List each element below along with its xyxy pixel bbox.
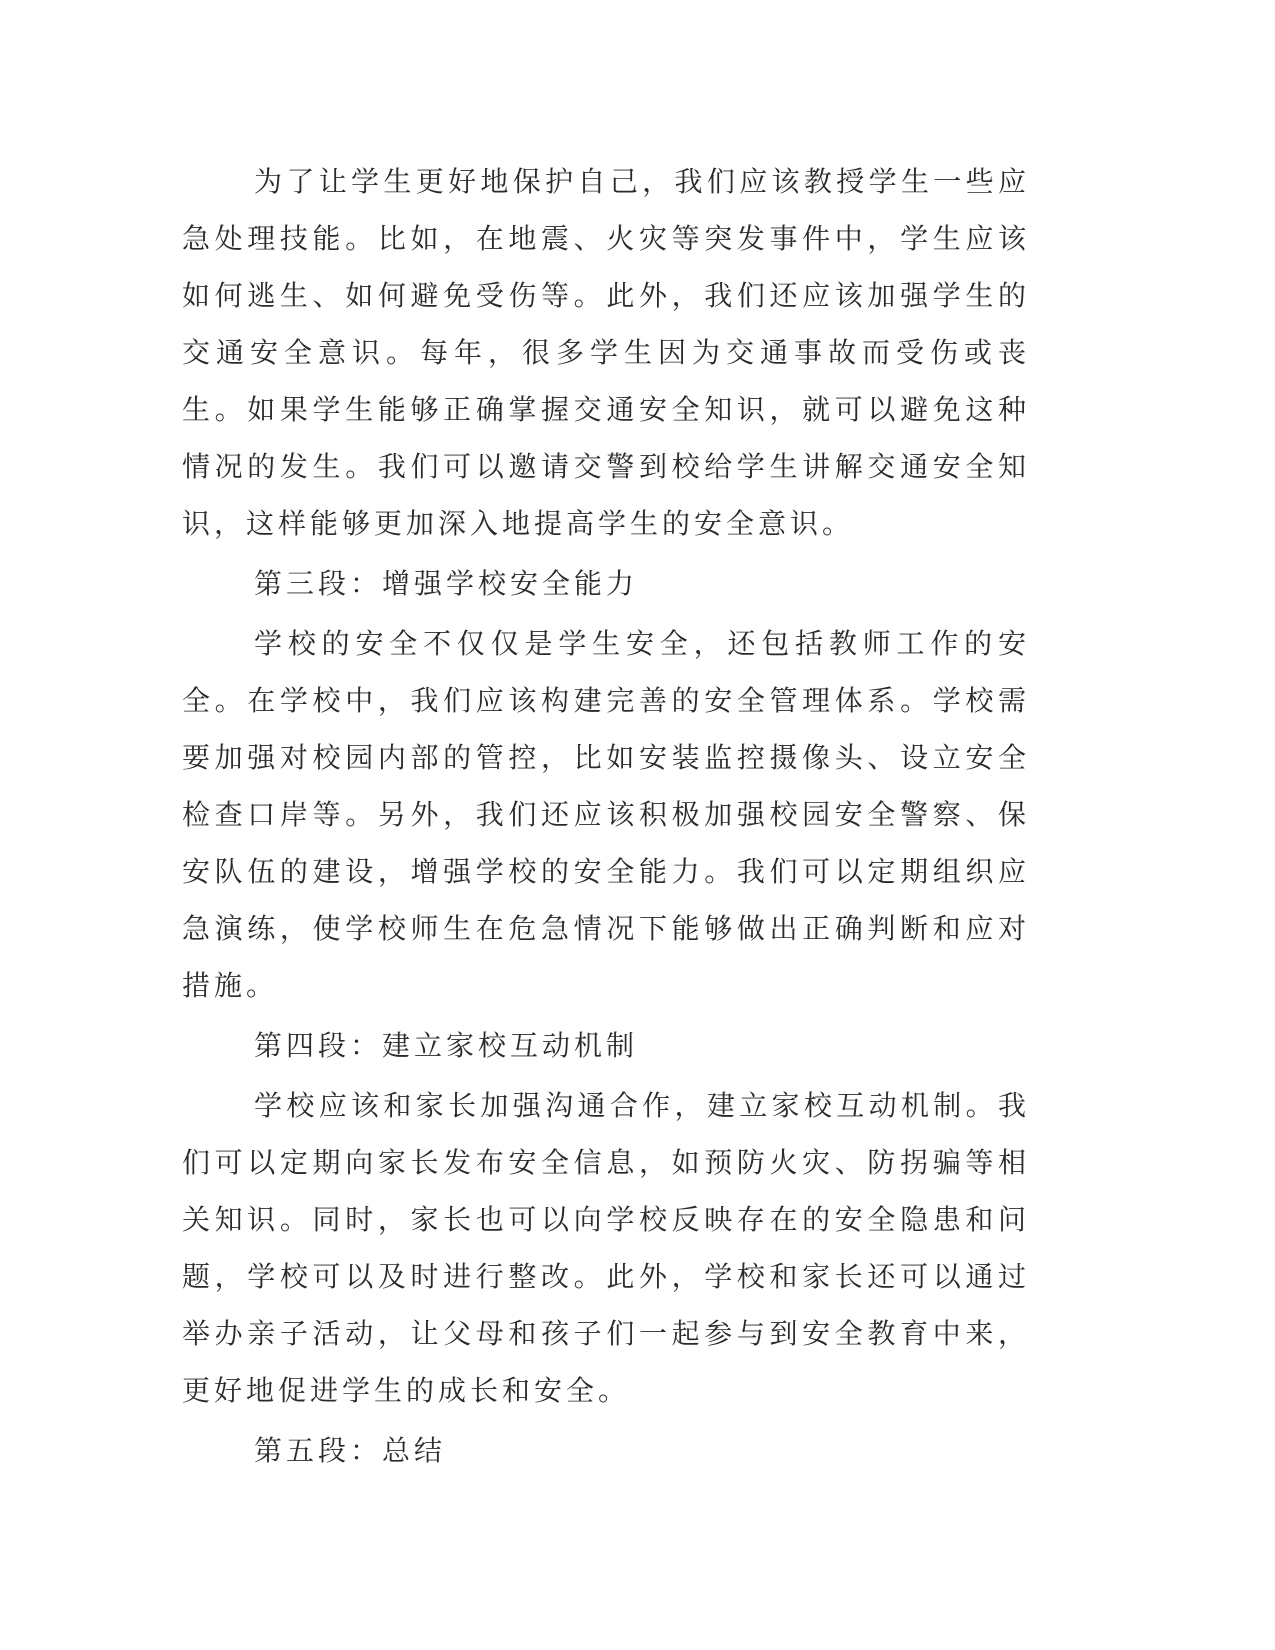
- section-heading-3: 第三段：增强学校安全能力: [254, 567, 639, 600]
- section-heading-4: 第四段：建立家校互动机制: [254, 1029, 639, 1062]
- section-heading-5: 第五段：总结: [254, 1434, 447, 1467]
- paragraph-school-safety: 学校的安全不仅仅是学生安全，还包括教师工作的安全。在学校中，我们应该构建完善的安全管理体系。学校需要加强对校园内部的管控，比如安装监控摄像头、设立安全检查口岸等。另外，我们还应该积极加强校园安全警察、保安队伍的建设，增强学校的安全能力。我们可以定期组织应急演练，使学校师生在危急情况下能够做出正确判断和应对措施。: [182, 627, 1030, 1002]
- paragraph-home-school: 学校应该和家长加强沟通合作，建立家校互动机制。我们可以定期向家长发布安全信息，如预防火灾、防拐骗等相关知识。同时，家长也可以向学校反映存在的安全隐患和问题，学校可以及时进行整改。此外，学校和家长还可以通过举办亲子活动，让父母和孩子们一起参与到安全教育中来，更好地促进学生的成长和安全。: [182, 1089, 1030, 1407]
- paragraph-emergency-skills: 为了让学生更好地保护自己，我们应该教授学生一些应急处理技能。比如，在地震、火灾等突发事件中，学生应该如何逃生、如何避免受伤等。此外，我们还应该加强学生的交通安全意识。每年，很多学生因为交通事故而受伤或丧生。如果学生能够正确掌握交通安全知识，就可以避免这种情况的发生。我们可以邀请交警到校给学生讲解交通安全知识，这样能够更加深入地提高学生的安全意识。: [182, 165, 1030, 540]
- document-body: [182, 153, 1030, 1479]
